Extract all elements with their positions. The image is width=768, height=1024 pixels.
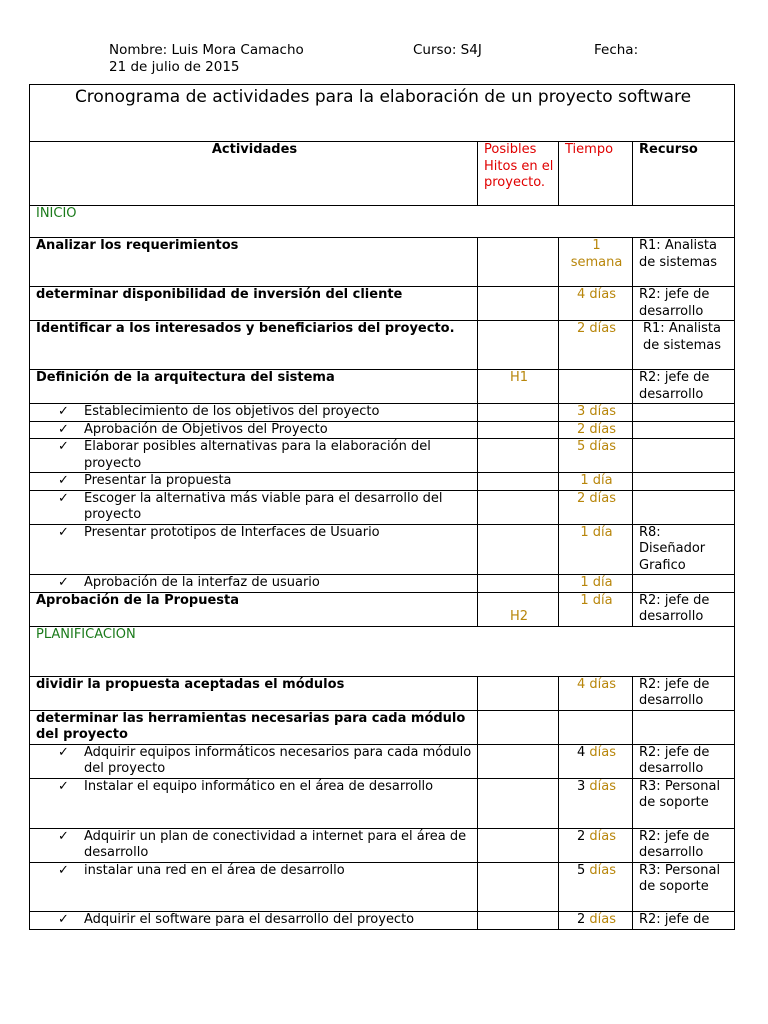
hito-cell xyxy=(478,575,559,593)
check-icon: ✓ xyxy=(58,778,69,794)
table-row xyxy=(30,778,735,828)
activity-text: Escoger la alternativa más viable para el desarrollo del proyecto xyxy=(84,490,443,522)
activity-text: Aprobación de la interfaz de usuario xyxy=(84,575,320,590)
table-row xyxy=(30,911,735,929)
col-header-hitos: Posibles Hitos en el proyecto. xyxy=(478,142,559,206)
activity-text: Establecimiento de los objetivos del proyecto xyxy=(84,404,380,419)
hito-cell xyxy=(478,490,559,524)
tiempo-cell: 1 día xyxy=(559,592,633,626)
recurso-cell: R2: jefe de xyxy=(633,911,735,929)
date-label: Fecha: xyxy=(594,42,639,58)
col-header-actividades: Actividades xyxy=(30,142,478,206)
hito-cell: H2 xyxy=(478,592,559,626)
hito-cell xyxy=(478,710,559,744)
course: Curso: S4J xyxy=(413,42,482,58)
table-row xyxy=(30,404,735,422)
activity-cell xyxy=(30,490,478,524)
activity-text: Adquirir el software para el desarrollo del proyecto xyxy=(84,911,415,927)
hito-cell xyxy=(478,778,559,828)
activity-cell xyxy=(30,473,478,491)
activity-text: Elaborar posibles alternativas para la elaboración del proyecto xyxy=(84,439,431,471)
tiempo-unit: días xyxy=(589,911,617,927)
hito-cell xyxy=(478,676,559,710)
table-row xyxy=(30,710,735,744)
activity-cell xyxy=(30,778,478,828)
section-row-inicio xyxy=(30,206,735,238)
tiempo-number: 3 xyxy=(576,778,586,794)
hito-cell xyxy=(478,404,559,422)
activity-text: Adquirir equipos informáticos necesarios para cada módulo del proyecto xyxy=(84,744,472,776)
title-row xyxy=(30,85,735,142)
activity-text: Adquirir un plan de conectividad a internet para el área de desarrollo xyxy=(84,828,467,860)
activity-cell xyxy=(30,439,478,473)
hito-cell xyxy=(478,744,559,778)
activity-cell: Definición de la arquitectura del sistema xyxy=(30,370,478,404)
tiempo-cell: 5 días xyxy=(559,439,633,473)
activity-text: Presentar prototipos de Interfaces de Usuario xyxy=(84,524,380,540)
table-row xyxy=(30,676,735,710)
tiempo-cell: 2 días xyxy=(559,490,633,524)
recurso-cell: R2: jefe de desarrollo xyxy=(633,676,735,710)
table-row xyxy=(30,592,735,626)
hito-cell xyxy=(478,524,559,575)
recurso-cell xyxy=(633,490,735,524)
hito-cell xyxy=(478,911,559,929)
activity-cell xyxy=(30,744,478,778)
hito-cell xyxy=(478,828,559,862)
recurso-cell xyxy=(633,404,735,422)
student-name: Nombre: Luis Mora Camacho xyxy=(109,42,304,58)
recurso-cell xyxy=(633,710,735,744)
table-row xyxy=(30,473,735,491)
recurso-cell: R3: Personal de soporte xyxy=(633,862,735,911)
hito-cell xyxy=(478,238,559,287)
tiempo-unit: días xyxy=(589,862,617,878)
section-row-planificacion xyxy=(30,626,735,676)
recurso-cell: R1: Analista de sistemas xyxy=(633,321,735,370)
hito-cell xyxy=(478,321,559,370)
recurso-cell: R2: jefe de desarrollo xyxy=(633,287,735,321)
tiempo-cell xyxy=(559,744,633,778)
activity-cell xyxy=(30,911,478,929)
col-header-tiempo: Tiempo xyxy=(559,142,633,206)
activity-text: Aprobación de Objetivos del Proyecto xyxy=(84,421,328,437)
recurso-cell: R2: jefe de desarrollo xyxy=(633,828,735,862)
document-header xyxy=(109,42,749,76)
tiempo-unit: días xyxy=(589,778,617,794)
hito-cell xyxy=(478,473,559,491)
check-icon: ✓ xyxy=(58,473,69,488)
table-row xyxy=(30,744,735,778)
table-row xyxy=(30,575,735,593)
activity-cell xyxy=(30,421,478,439)
table-row xyxy=(30,862,735,911)
hito-cell xyxy=(478,439,559,473)
check-icon: ✓ xyxy=(58,524,69,540)
activity-cell xyxy=(30,524,478,575)
recurso-cell: R8: Diseñador Grafico xyxy=(633,524,735,575)
activity-cell: determinar las herramientas necesarias para cada módulo del proyecto xyxy=(30,710,478,744)
activity-cell: determinar disponibilidad de inversión del cliente xyxy=(30,287,478,321)
table-row xyxy=(30,490,735,524)
check-icon: ✓ xyxy=(58,575,69,590)
table-row xyxy=(30,287,735,321)
recurso-cell xyxy=(633,473,735,491)
activity-text: Instalar el equipo informático en el área de desarrollo xyxy=(84,778,434,794)
activity-cell: Analizar los requerimientos xyxy=(30,238,478,287)
check-icon: ✓ xyxy=(58,490,69,506)
schedule-table xyxy=(29,84,735,930)
recurso-cell xyxy=(633,575,735,593)
recurso-cell: R3: Personal de soporte xyxy=(633,778,735,828)
tiempo-unit: días xyxy=(589,744,617,760)
tiempo-cell: 1 día xyxy=(559,575,633,593)
tiempo-cell: 2 días xyxy=(559,321,633,370)
hito-cell: H1 xyxy=(478,370,559,404)
tiempo-number: 2 xyxy=(576,828,586,844)
tiempo-cell: 4 días xyxy=(559,676,633,710)
table-row xyxy=(30,370,735,404)
activity-cell xyxy=(30,404,478,422)
table-row xyxy=(30,421,735,439)
check-icon: ✓ xyxy=(58,404,69,419)
tiempo-cell xyxy=(559,862,633,911)
recurso-cell: R2: jefe de desarrollo xyxy=(633,592,735,626)
hito-cell xyxy=(478,421,559,439)
col-header-recurso: Recurso xyxy=(633,142,735,206)
date-value: 21 de julio de 2015 xyxy=(109,59,240,75)
tiempo-cell xyxy=(559,828,633,862)
table-row xyxy=(30,321,735,370)
check-icon: ✓ xyxy=(58,439,69,454)
check-icon: ✓ xyxy=(58,911,69,927)
table-row xyxy=(30,439,735,473)
hito-cell xyxy=(478,287,559,321)
section-inicio: INICIO xyxy=(30,206,735,238)
section-planificacion: PLANIFICACION xyxy=(30,626,735,676)
table-row xyxy=(30,238,735,287)
check-icon: ✓ xyxy=(58,828,69,844)
tiempo-cell xyxy=(559,710,633,744)
check-icon: ✓ xyxy=(58,862,69,878)
tiempo-cell: 2 días xyxy=(559,421,633,439)
activity-cell: Identificar a los interesados y beneficiarios del proyecto. xyxy=(30,321,478,370)
activity-text: Presentar la propuesta xyxy=(84,473,232,488)
hito-cell xyxy=(478,862,559,911)
tiempo-cell: 3 días xyxy=(559,404,633,422)
tiempo-cell: 1 día xyxy=(559,473,633,491)
check-icon: ✓ xyxy=(58,421,69,437)
recurso-cell xyxy=(633,421,735,439)
tiempo-number: 4 xyxy=(576,744,586,760)
activity-cell: dividir la propuesta aceptadas el módulos xyxy=(30,676,478,710)
activity-cell xyxy=(30,828,478,862)
table-row xyxy=(30,524,735,575)
tiempo-cell xyxy=(559,778,633,828)
recurso-cell: R2: jefe de desarrollo xyxy=(633,744,735,778)
tiempo-cell xyxy=(559,370,633,404)
tiempo-cell: 1 semana xyxy=(559,238,633,287)
tiempo-unit: días xyxy=(589,828,617,844)
header-row xyxy=(30,142,735,206)
activity-cell: Aprobación de la Propuesta xyxy=(30,592,478,626)
tiempo-cell: 4 días xyxy=(559,287,633,321)
tiempo-number: 2 xyxy=(576,911,586,927)
check-icon: ✓ xyxy=(58,744,69,760)
recurso-cell: R1: Analista de sistemas xyxy=(633,238,735,287)
recurso-cell: R2: jefe de desarrollo xyxy=(633,370,735,404)
table-row xyxy=(30,828,735,862)
activity-cell xyxy=(30,862,478,911)
activity-cell xyxy=(30,575,478,593)
recurso-cell xyxy=(633,439,735,473)
tiempo-number: 5 xyxy=(576,862,586,878)
tiempo-cell xyxy=(559,911,633,929)
activity-text: instalar una red en el área de desarrollo xyxy=(84,862,345,878)
tiempo-cell: 1 día xyxy=(559,524,633,575)
table-title: Cronograma de actividades para la elaboración de un proyecto software xyxy=(30,85,735,142)
